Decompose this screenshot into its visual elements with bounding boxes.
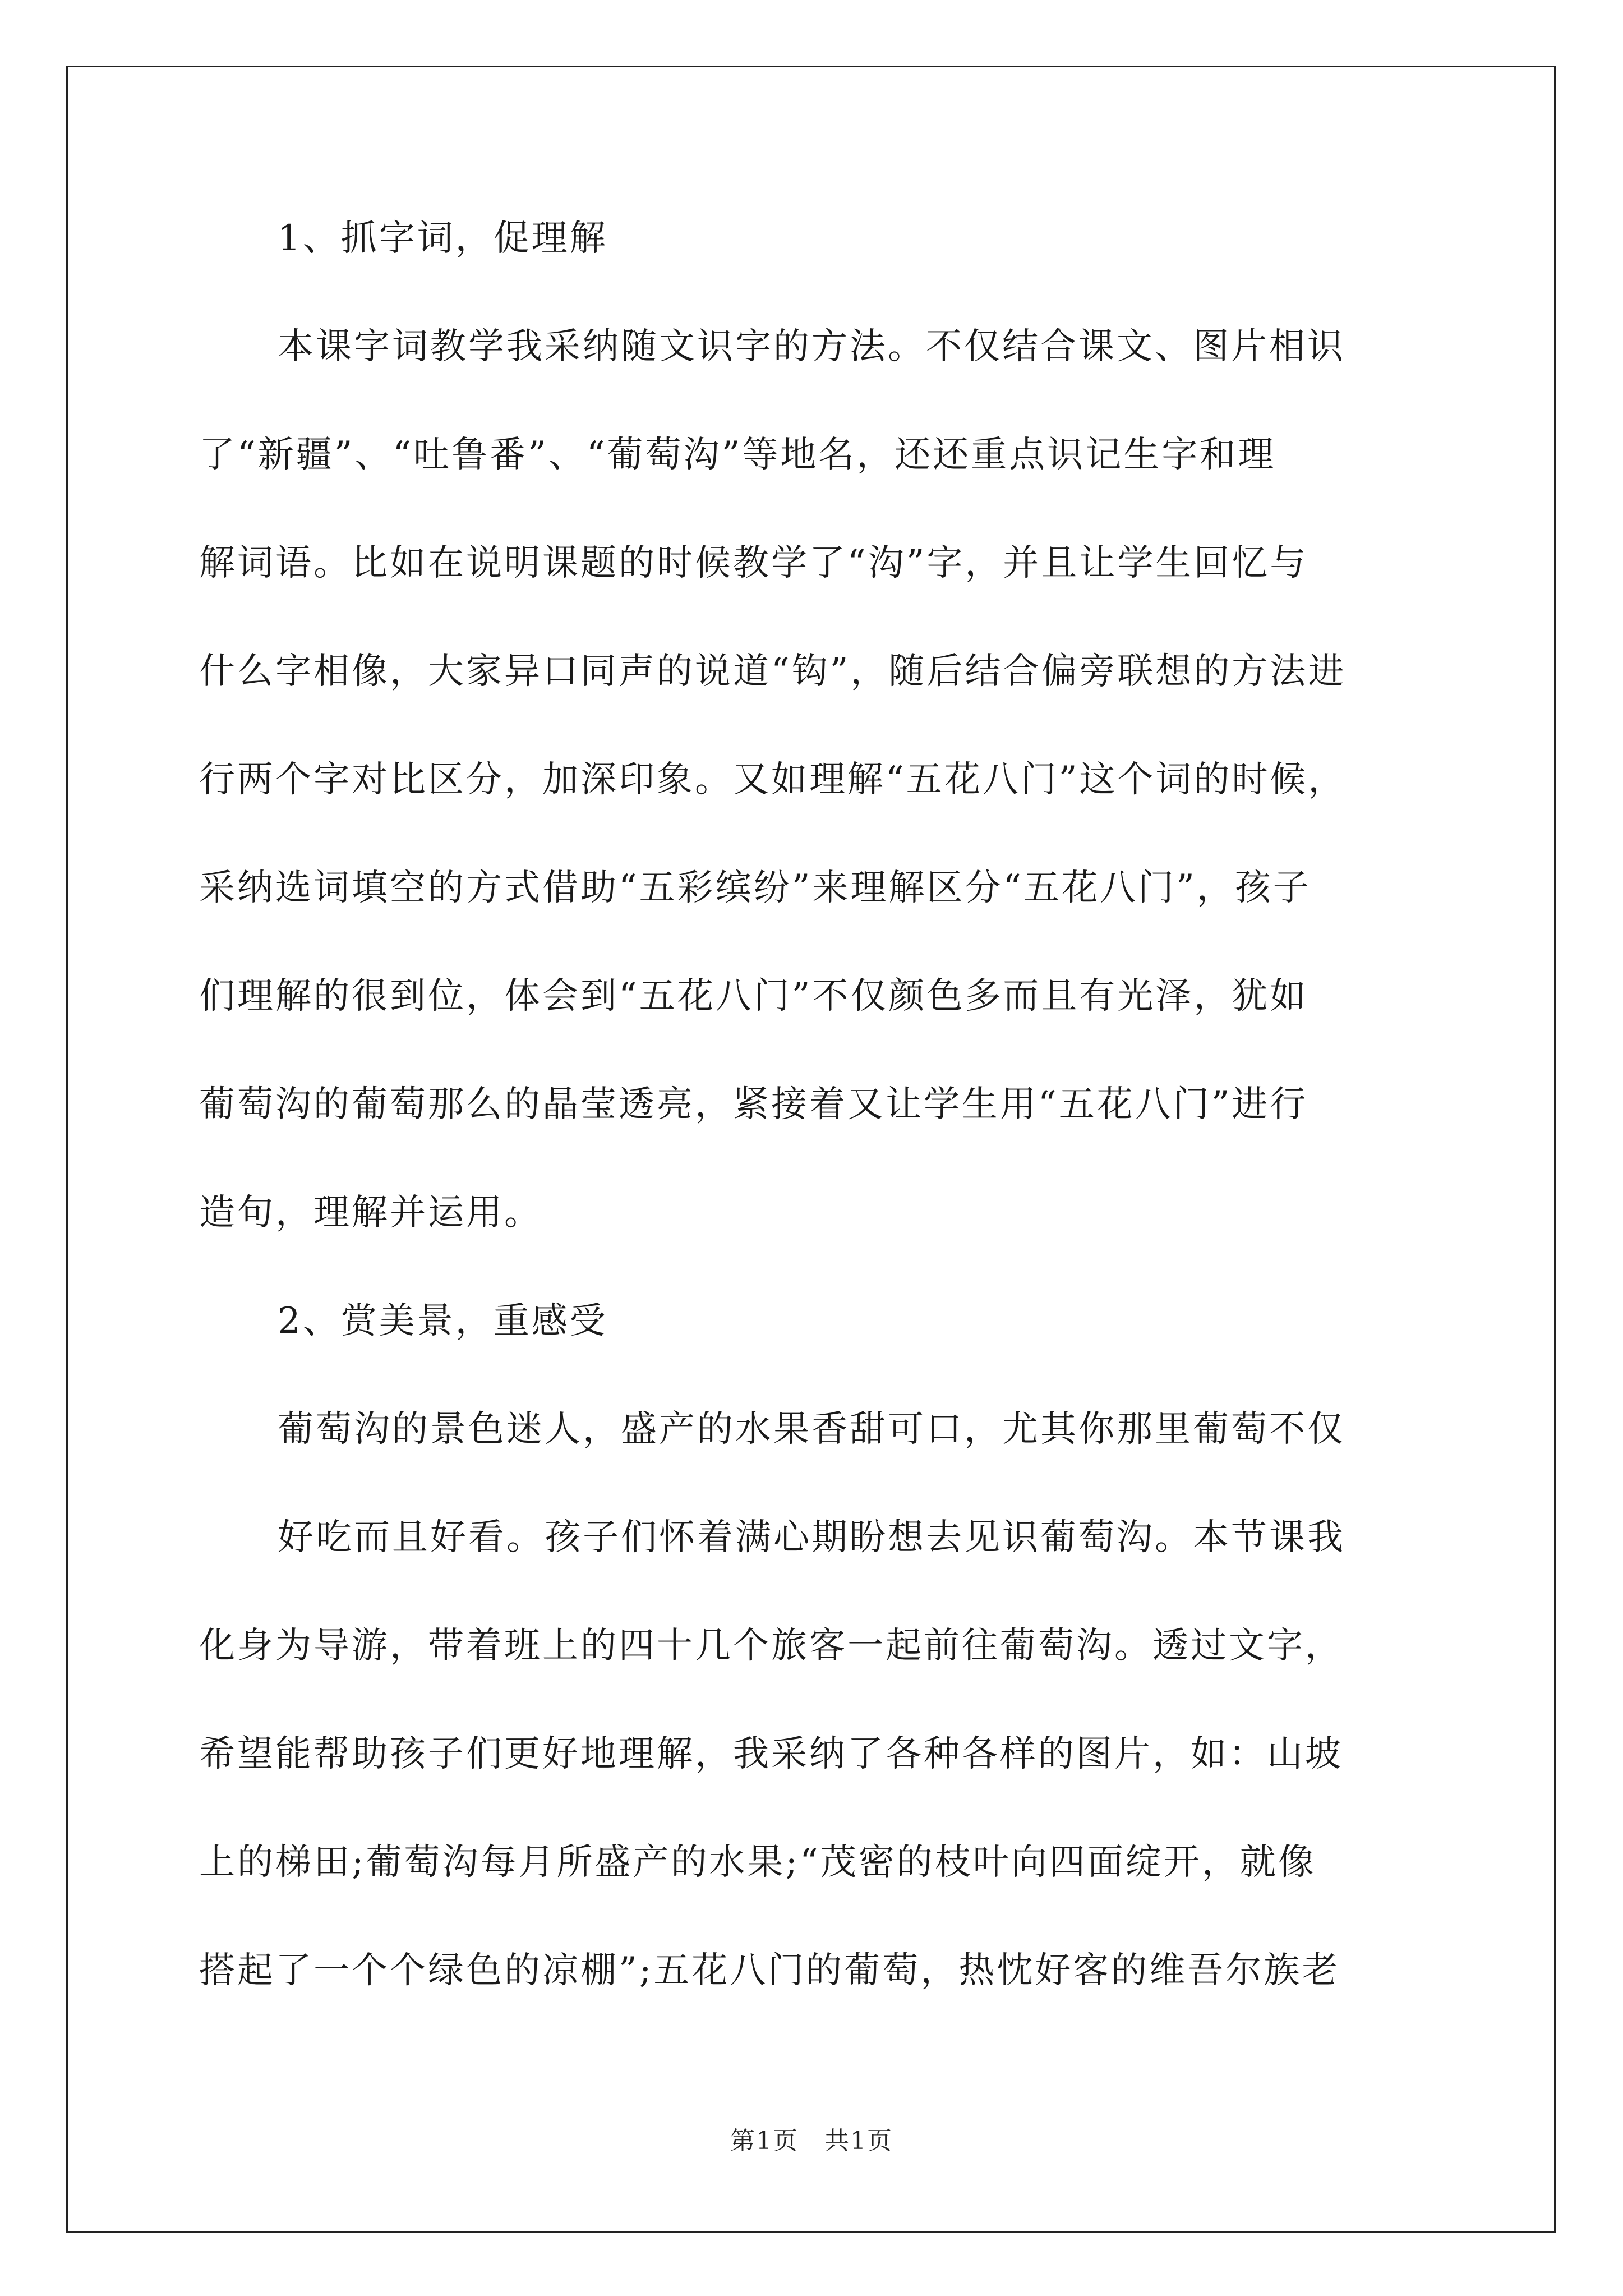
paragraph-line: 了“新疆”、“吐鲁番”、“葡萄沟”等地名，还还重点识记生字和理	[199, 434, 1276, 476]
paragraph-line: 上的梯田;葡萄沟每月所盛产的水果;“茂密的枝叶向四面绽开，就像	[199, 1842, 1316, 1883]
paragraph-line: 们理解的很到位，体会到“五花八门”不仅颜色多而且有光泽，犹如	[199, 976, 1308, 1017]
paragraph-line: 搭起了一个个绿色的凉棚”;五花八门的葡萄，热忱好客的维吾尔族老	[199, 1950, 1340, 1991]
paragraph-line: 希望能帮助孩子们更好地理解，我采纳了各种各样的图片，如：山坡	[199, 1733, 1343, 1775]
paragraph-line: 造句，理解并运用。	[199, 1192, 542, 1234]
paragraph-line: 化身为导游，带着班上的四十几个旅客一起前往葡萄沟。透过文字，	[199, 1625, 1343, 1667]
paragraph-line: 采纳选词填空的方式借助“五彩缤纷”来理解区分“五花八门”，孩子	[199, 867, 1311, 909]
paragraph-line: 行两个字对比区分，加深印象。又如理解“五花八门”这个词的时候，	[199, 759, 1347, 800]
paragraph-line: 好吃而且好看。孩子们怀着满心期盼想去见识葡萄沟。本节课我	[278, 1517, 1345, 1558]
paragraph-line: 本课字词教学我采纳随文识字的方法。不仅结合课文、图片相识	[278, 326, 1345, 367]
page-border	[66, 66, 1556, 2233]
paragraph-line: 什么字相像，大家异口同声的说道“钩”，随后结合偏旁联想的方法进	[199, 651, 1347, 692]
heading-2: 2、赏美景，重感受	[278, 1300, 608, 1342]
paragraph-line: 葡萄沟的景色迷人，盛产的水果香甜可口，尤其你那里葡萄不仅	[278, 1409, 1345, 1450]
paragraph-line: 解词语。比如在说明课题的时候教学了“沟”字，并且让学生回忆与	[199, 542, 1308, 584]
page-footer: 第1页 共1页	[730, 2127, 893, 2155]
heading-1: 1、抓字词，促理解	[278, 218, 608, 259]
paragraph-line: 葡萄沟的葡萄那么的晶莹透亮，紧接着又让学生用“五花八门”进行	[199, 1084, 1308, 1125]
